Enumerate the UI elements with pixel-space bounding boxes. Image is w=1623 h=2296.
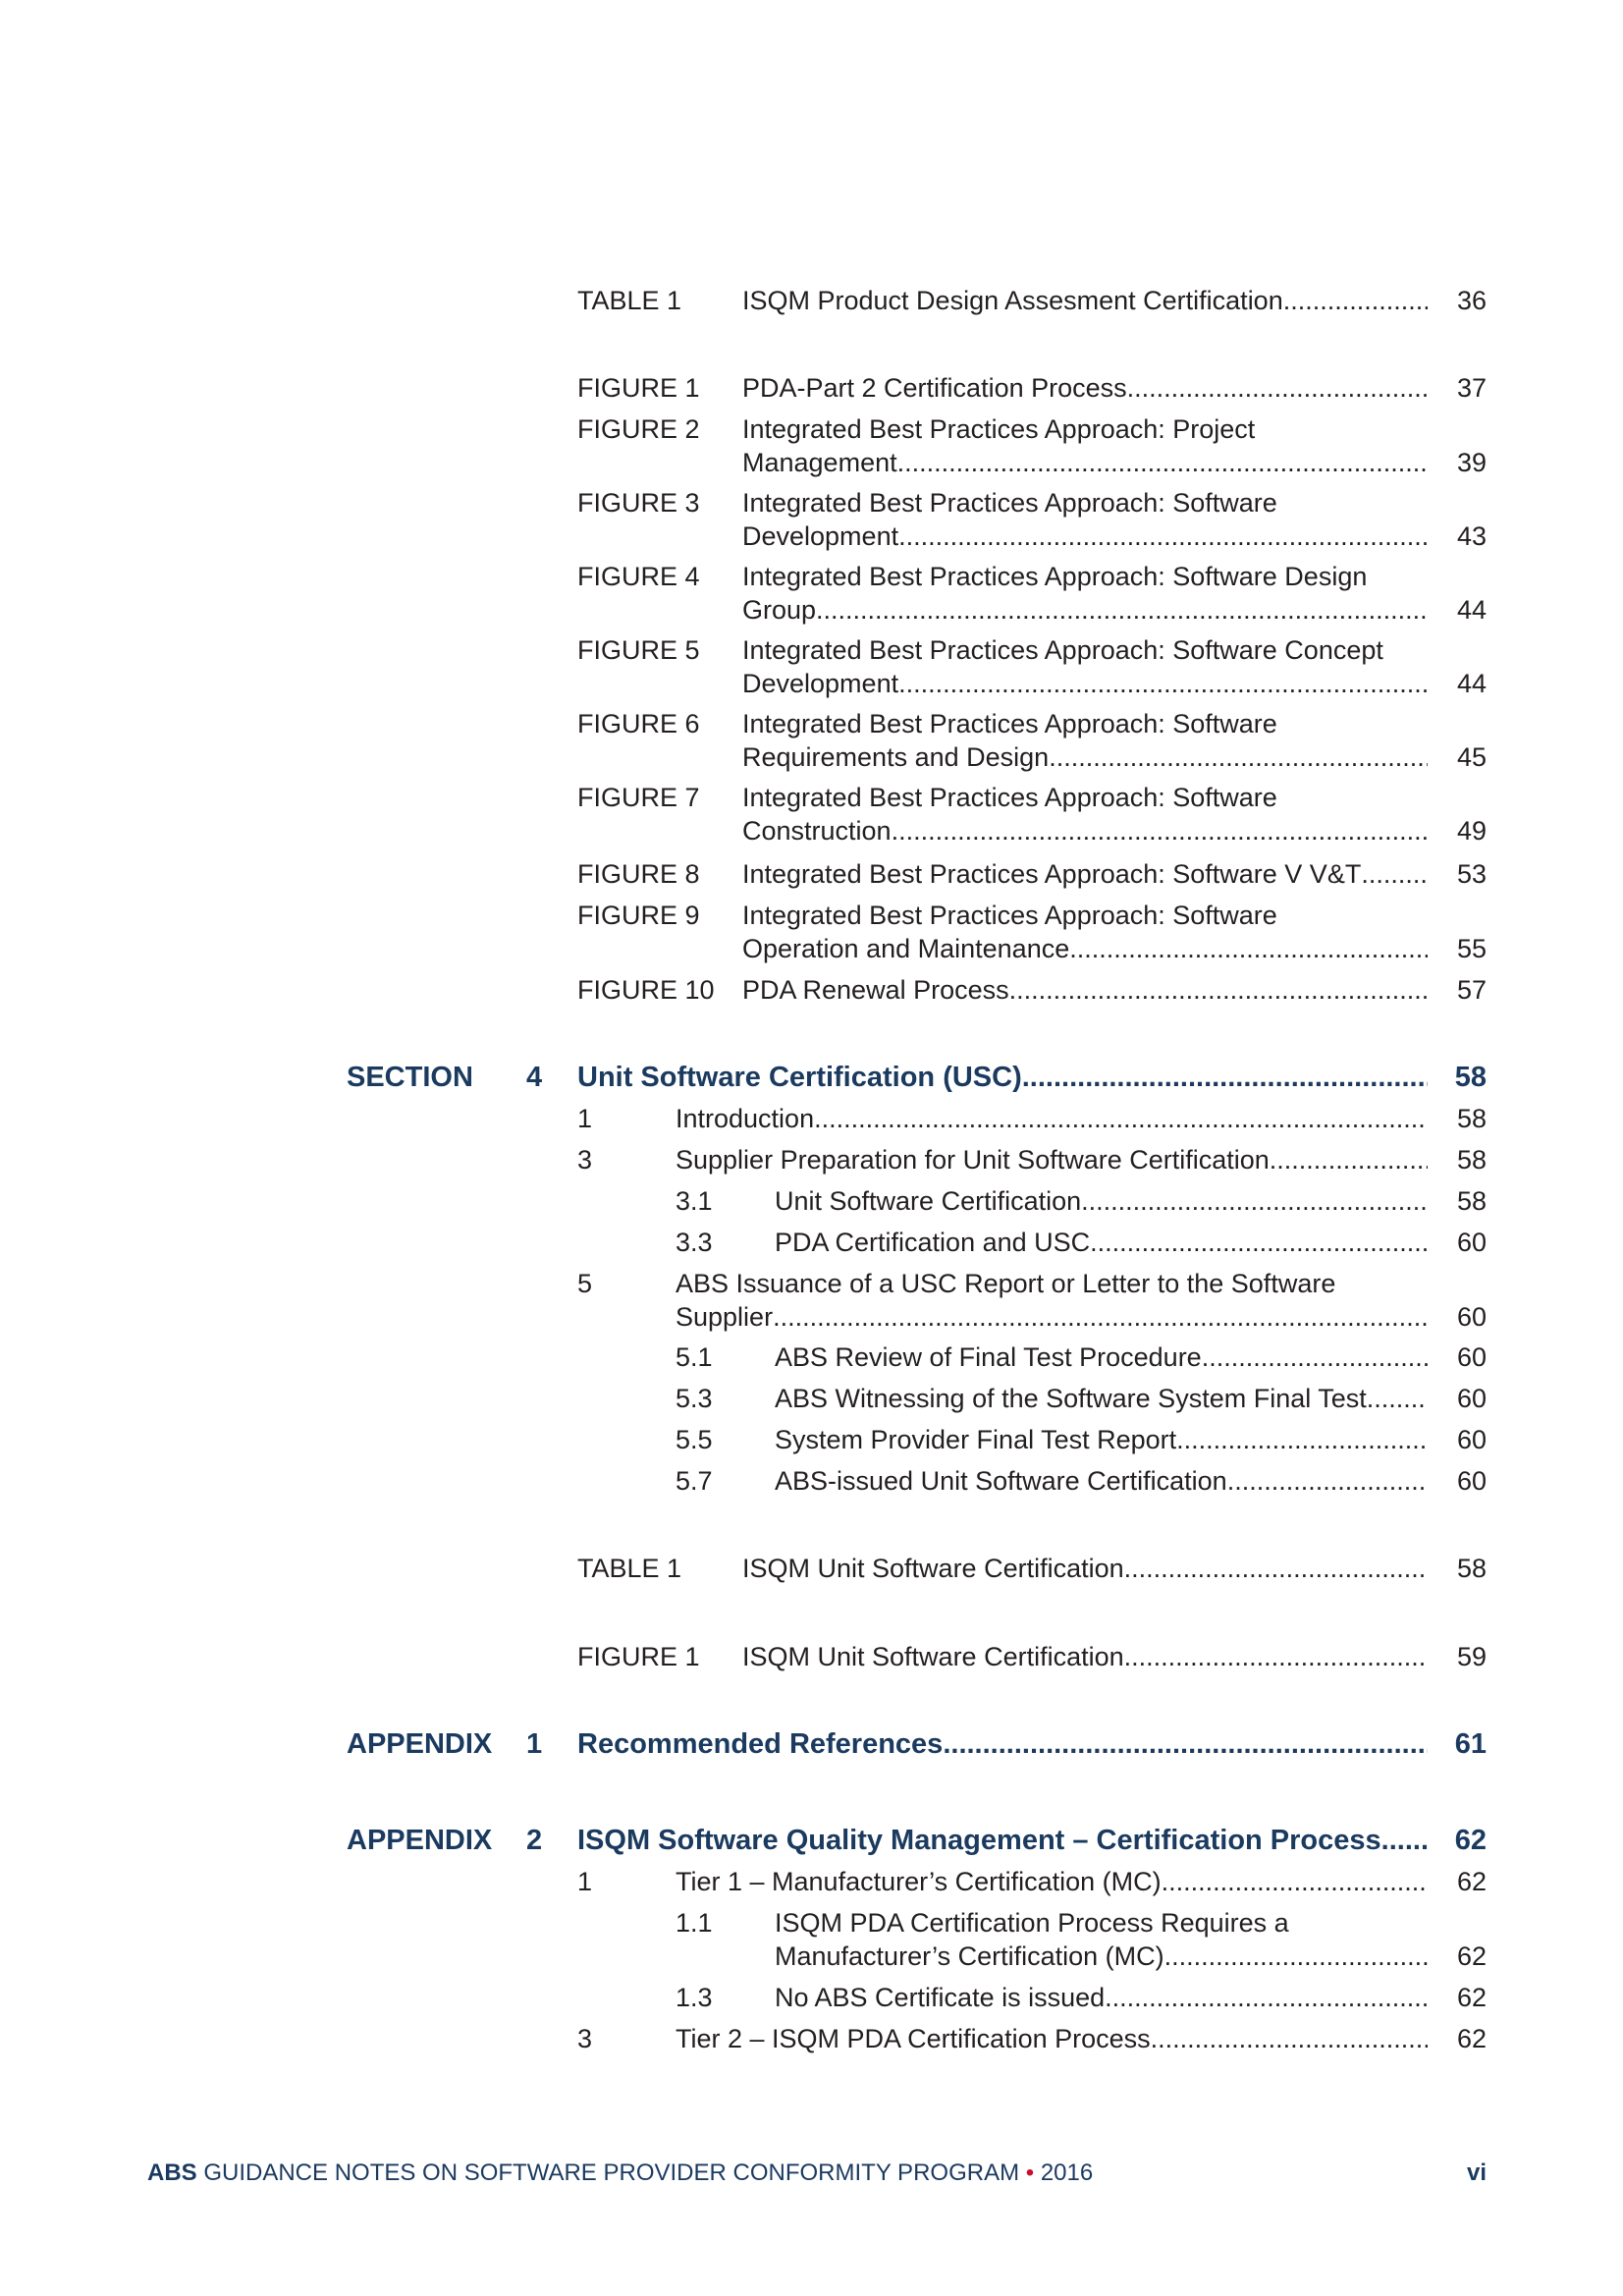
entry-number: 5.7	[676, 1466, 713, 1496]
toc-figure-entry[interactable]	[0, 371, 1623, 405]
figure-label: FIGURE 6	[577, 709, 700, 738]
toc-entry[interactable]	[0, 1143, 1623, 1176]
page-number: 36	[1456, 286, 1487, 315]
entry-number: 5.5	[676, 1425, 713, 1454]
appendix-title: ISQM Software Quality Management – Certification Process	[577, 1825, 1381, 1856]
figure-label: FIGURE 5	[577, 635, 700, 665]
entry-text: Introduction	[676, 1104, 815, 1133]
entry-text: ISQM Unit Software Certification	[742, 1642, 1124, 1671]
toc-figure-entry[interactable]	[0, 899, 1623, 965]
figure-label: FIGURE 3	[577, 488, 700, 518]
page-number: 60	[1456, 1302, 1487, 1332]
footer-bullet: •	[1025, 2159, 1035, 2186]
entry-number: 1.1	[676, 1908, 713, 1938]
section-title: Unit Software Certification (USC)	[577, 1062, 1022, 1093]
page-footer	[147, 2157, 1487, 2190]
toc-subentry[interactable]	[0, 1981, 1623, 2014]
footer-title: GUIDANCE NOTES ON SOFTWARE PROVIDER CONFORMITY PROGRAM	[203, 2159, 1020, 2186]
figure-label: FIGURE 2	[577, 414, 700, 444]
entry-text: Integrated Best Practices Approach: Software V V&T	[742, 859, 1362, 889]
page-number: 57	[1456, 975, 1487, 1005]
page-number: 37	[1456, 373, 1487, 403]
figure-label: FIGURE 1	[577, 373, 700, 403]
table-label: TABLE 1	[577, 1554, 682, 1583]
toc-entry[interactable]	[0, 2022, 1623, 2055]
toc-subentry[interactable]	[0, 1423, 1623, 1456]
entry-text: Construction	[742, 816, 892, 846]
entry-text: Supplier	[676, 1302, 774, 1332]
entry-text: ABS Witnessing of the Software System Final Test	[775, 1384, 1367, 1413]
figure-label: FIGURE 7	[577, 783, 700, 812]
entry-text-line1: Integrated Best Practices Approach: Software	[742, 709, 1277, 738]
toc-entry[interactable]	[0, 1865, 1623, 1898]
page-number: 39	[1456, 448, 1487, 477]
toc-figure-entry[interactable]	[0, 973, 1623, 1007]
entry-text: Manufacturer’s Certification (MC)	[775, 1941, 1164, 1971]
entry-number: 3.3	[676, 1228, 713, 1257]
entry-number: 5	[577, 1269, 593, 1298]
appendix-label: APPENDIX	[347, 1728, 493, 1760]
page-number: 60	[1456, 1425, 1487, 1454]
entry-number: 3	[577, 1145, 593, 1175]
toc-subentry[interactable]	[0, 1906, 1623, 1973]
entry-text: PDA-Part 2 Certification Process	[742, 373, 1127, 403]
toc-entry[interactable]	[0, 1102, 1623, 1135]
entry-text: Unit Software Certification	[775, 1186, 1082, 1216]
entry-text: Tier 1 – Manufacturer’s Certification (MC)	[676, 1867, 1162, 1896]
entry-text-line1: ISQM PDA Certification Process Requires a	[775, 1908, 1289, 1938]
page-number: 44	[1456, 669, 1487, 698]
entry-number: 3	[577, 2024, 593, 2053]
page-number: 58	[1456, 1104, 1487, 1133]
footer-brand: ABS	[147, 2159, 197, 2186]
entry-text: ABS-issued Unit Software Certification	[775, 1466, 1227, 1496]
toc-figure-entry[interactable]	[0, 633, 1623, 700]
page-number: 49	[1456, 816, 1487, 846]
appendix-number: 2	[526, 1825, 543, 1856]
page-number: 53	[1456, 859, 1487, 889]
toc-subentry[interactable]	[0, 1340, 1623, 1374]
entry-text: System Provider Final Test Report	[775, 1425, 1177, 1454]
toc-figure-entry[interactable]	[0, 781, 1623, 847]
entry-text-line1: Integrated Best Practices Approach: Software	[742, 488, 1277, 518]
entry-text: Group	[742, 595, 817, 625]
page-number: 62	[1454, 1825, 1487, 1856]
toc-section-heading[interactable]	[0, 1061, 1623, 1094]
page-number: 44	[1456, 595, 1487, 625]
page-number: 58	[1456, 1186, 1487, 1216]
footer-year: 2016	[1040, 2159, 1094, 2186]
page-number: 58	[1456, 1145, 1487, 1175]
toc-subentry[interactable]	[0, 1226, 1623, 1259]
page-number: 62	[1456, 1867, 1487, 1896]
page-number: 43	[1456, 521, 1487, 551]
section-number: 4	[526, 1062, 543, 1093]
appendix-title: Recommended References	[577, 1728, 944, 1760]
toc-subentry[interactable]	[0, 1184, 1623, 1218]
entry-text: Development	[742, 669, 899, 698]
page-number: 60	[1456, 1228, 1487, 1257]
toc-figure-entry[interactable]	[0, 412, 1623, 479]
toc-appendix-heading[interactable]	[0, 1824, 1623, 1857]
entry-text-line1: Integrated Best Practices Approach: Software	[742, 901, 1277, 930]
entry-text-line1: Integrated Best Practices Approach: Software Concept	[742, 635, 1383, 665]
entry-text: No ABS Certificate is issued	[775, 1983, 1106, 2012]
entry-text: PDA Renewal Process	[742, 975, 1009, 1005]
page-number: 59	[1456, 1642, 1487, 1671]
page-number: 60	[1456, 1466, 1487, 1496]
entry-text: Tier 2 – ISQM PDA Certification Process	[676, 2024, 1151, 2053]
entry-number: 5.3	[676, 1384, 713, 1413]
entry-number: 1	[577, 1104, 593, 1133]
entry-text: Requirements and Design	[742, 742, 1050, 772]
entry-text: PDA Certification and USC	[775, 1228, 1091, 1257]
entry-number: 1.3	[676, 1983, 713, 2012]
footer-page-number: vi	[1466, 2159, 1487, 2186]
toc-entry[interactable]	[0, 1267, 1623, 1334]
page-number: 62	[1456, 2024, 1487, 2053]
entry-text: ISQM Product Design Assesment Certification	[742, 286, 1283, 315]
entry-text: Development	[742, 521, 899, 551]
toc-subentry[interactable]	[0, 1464, 1623, 1498]
section-label: SECTION	[347, 1062, 473, 1093]
toc-appendix-heading[interactable]	[0, 1727, 1623, 1761]
entry-text: Management	[742, 448, 897, 477]
page-number: 58	[1456, 1554, 1487, 1583]
page-number: 58	[1454, 1062, 1487, 1093]
appendix-number: 1	[526, 1728, 543, 1760]
entry-text-line1: Integrated Best Practices Approach: Software	[742, 783, 1277, 812]
page-number: 62	[1456, 1983, 1487, 2012]
figure-label: FIGURE 10	[577, 975, 715, 1005]
entry-text: ABS Review of Final Test Procedure	[775, 1342, 1202, 1372]
figure-label: FIGURE 8	[577, 859, 700, 889]
page-number: 45	[1456, 742, 1487, 772]
appendix-label: APPENDIX	[347, 1825, 493, 1856]
page-number: 60	[1456, 1342, 1487, 1372]
page-number: 61	[1454, 1728, 1487, 1760]
entry-number: 5.1	[676, 1342, 713, 1372]
toc-table-entry[interactable]	[0, 284, 1623, 317]
entry-text: ISQM Unit Software Certification	[742, 1554, 1124, 1583]
entry-text: Supplier Preparation for Unit Software Certification	[676, 1145, 1270, 1175]
page-number: 62	[1456, 1941, 1487, 1971]
page-number: 60	[1456, 1384, 1487, 1413]
toc-figure-entry[interactable]	[0, 560, 1623, 627]
toc-figure-entry[interactable]	[0, 1640, 1623, 1673]
toc-subentry[interactable]	[0, 1382, 1623, 1415]
entry-number: 1	[577, 1867, 593, 1896]
page-number: 55	[1456, 934, 1487, 963]
table-label: TABLE 1	[577, 286, 682, 315]
toc-figure-entry[interactable]	[0, 707, 1623, 774]
entry-number: 3.1	[676, 1186, 713, 1216]
toc-table-entry[interactable]	[0, 1552, 1623, 1585]
figure-label: FIGURE 1	[577, 1642, 700, 1671]
toc-figure-entry[interactable]	[0, 486, 1623, 553]
entry-text-line1: Integrated Best Practices Approach: Software Design	[742, 562, 1368, 591]
figure-label: FIGURE 9	[577, 901, 700, 930]
entry-text-line1: Integrated Best Practices Approach: Project	[742, 414, 1256, 444]
figure-label: FIGURE 4	[577, 562, 700, 591]
entry-text-line1: ABS Issuance of a USC Report or Letter to the Software	[676, 1269, 1336, 1298]
toc-figure-entry[interactable]	[0, 857, 1623, 891]
entry-text: Operation and Maintenance	[742, 934, 1070, 963]
